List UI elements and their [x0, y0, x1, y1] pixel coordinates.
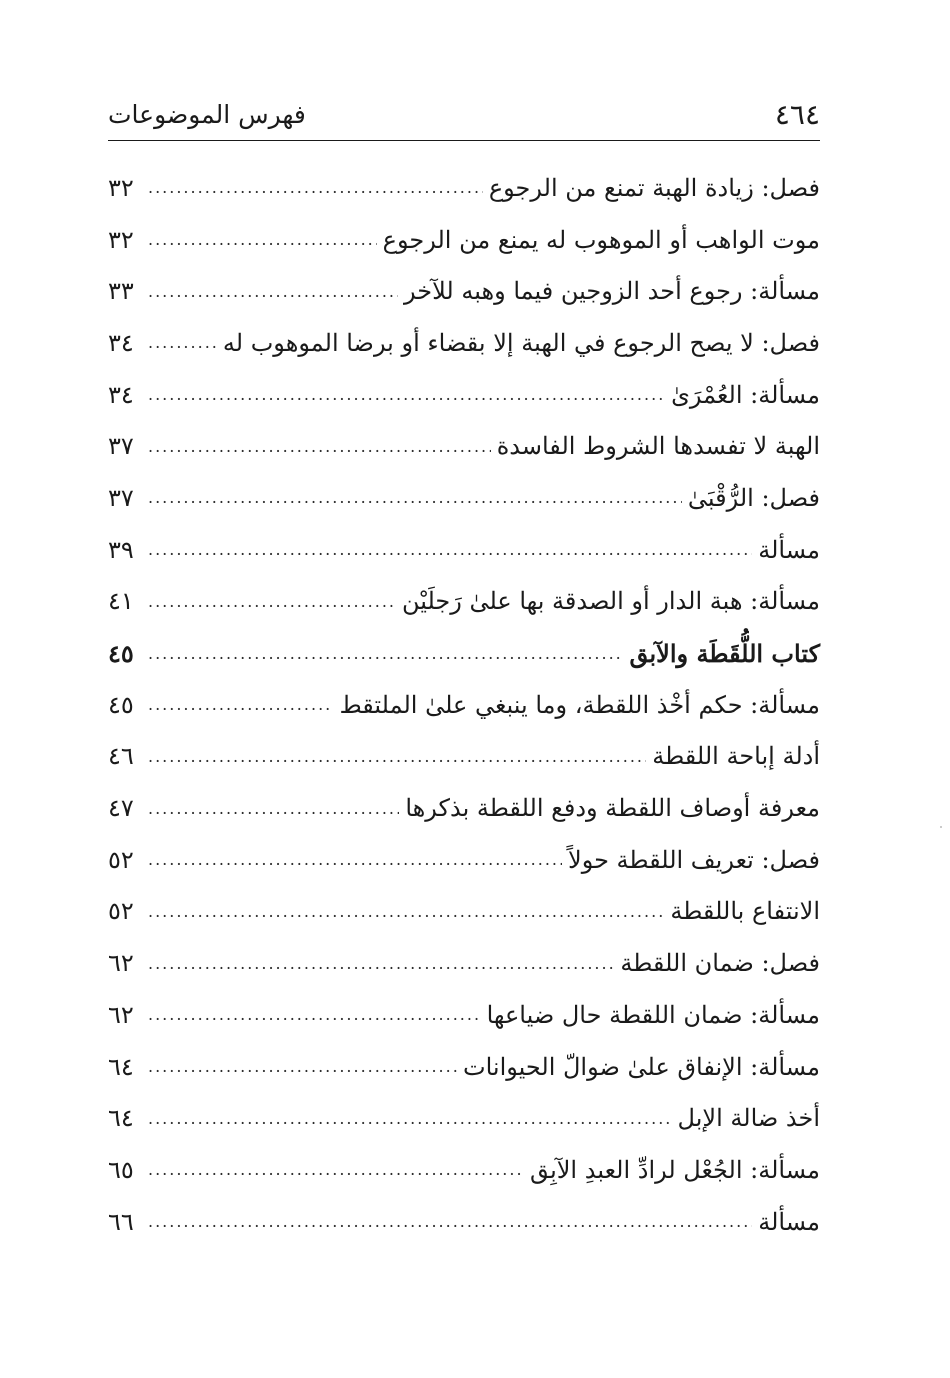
- toc-entry-title: فصل: الرُّقْبَىٰ: [687, 483, 820, 512]
- header-divider: [108, 140, 820, 141]
- toc-entry: [108, 162, 820, 214]
- toc-entry: [108, 214, 820, 266]
- dot-leader: [148, 954, 614, 973]
- table-of-contents: [108, 162, 820, 1247]
- toc-entry: [108, 782, 820, 834]
- toc-entry-title: الهبة لا تفسدها الشروط الفاسدة: [496, 432, 820, 461]
- toc-entry-title: مسألة: الجُعْل لرادِّ العبدِ الآبِق: [530, 1155, 820, 1184]
- dot-leader: [148, 1212, 752, 1231]
- toc-entry-page-number: ٣٤: [108, 328, 134, 357]
- dot-leader: [148, 799, 399, 818]
- toc-entry: [108, 420, 820, 472]
- toc-entry-page-number: ٣٧: [108, 432, 134, 461]
- dot-leader: [148, 1160, 524, 1179]
- dot-leader: [148, 1057, 457, 1076]
- toc-entry: [108, 369, 820, 421]
- dot-leader: [148, 178, 483, 197]
- dot-leader: [148, 902, 664, 921]
- toc-entry-title: فصل: زيادة الهبة تمنع من الرجوع: [488, 173, 820, 202]
- toc-entry-page-number: ٦٤: [108, 1052, 134, 1081]
- toc-entry-page-number: ٦٤: [108, 1104, 134, 1133]
- dot-leader: [148, 1109, 672, 1128]
- dot-leader: [148, 488, 682, 507]
- toc-entry-title: الانتفاع باللقطة: [670, 897, 820, 926]
- toc-entry-title: مسألة: رجوع أحد الزوجين فيما وهبه للآخر: [404, 277, 820, 306]
- page-header: [108, 92, 820, 136]
- toc-entry-page-number: ٣٩: [108, 535, 134, 564]
- toc-entry: [108, 1041, 820, 1093]
- toc-entry-title: مسألة: [758, 535, 820, 564]
- margin-speck: [940, 826, 942, 828]
- dot-leader: [148, 850, 562, 869]
- dot-leader: [148, 333, 217, 352]
- toc-entry: [108, 1196, 820, 1248]
- toc-entry-page-number: ٦٦: [108, 1207, 134, 1236]
- toc-entry-title: مسألة: حكم أخْذ اللقطة، وما ينبغي علىٰ الملتقط: [339, 690, 820, 719]
- toc-entry-page-number: ٤٦: [108, 742, 134, 771]
- toc-entry-title: فصل: ضمان اللقطة: [620, 949, 820, 978]
- toc-entry: [108, 731, 820, 783]
- toc-entry: [108, 1092, 820, 1144]
- toc-entry-page-number: ٣٣: [108, 277, 134, 306]
- toc-entry-page-number: ٥٢: [108, 897, 134, 926]
- toc-entry: [108, 679, 820, 731]
- toc-entry-title: كتاب اللُّقَطَة والآبق: [629, 638, 820, 668]
- dot-leader: [148, 1005, 481, 1024]
- page-number: ٤٦٤: [774, 97, 820, 131]
- toc-entry-page-number: ٤٧: [108, 794, 134, 823]
- toc-entry-page-number: ٣٢: [108, 173, 134, 202]
- toc-entry: [108, 472, 820, 524]
- toc-entry-page-number: ٦٢: [108, 949, 134, 978]
- toc-entry: [108, 886, 820, 938]
- toc-entry-page-number: ٦٢: [108, 1000, 134, 1029]
- toc-entry: [108, 937, 820, 989]
- dot-leader: [148, 747, 646, 766]
- dot-leader: [148, 230, 377, 249]
- toc-entry-page-number: ٣٧: [108, 483, 134, 512]
- dot-leader: [148, 282, 398, 301]
- toc-entry: [108, 834, 820, 886]
- toc-entry-title: أدلة إباحة اللقطة: [652, 742, 820, 771]
- toc-entry-title: مسألة: العُمْرَىٰ: [671, 380, 820, 409]
- toc-entry-page-number: ٣٤: [108, 380, 134, 409]
- toc-entry-page-number: ٦٥: [108, 1155, 134, 1184]
- dot-leader: [148, 695, 333, 714]
- toc-entry-title: أخذ ضالة الإبل: [677, 1104, 820, 1133]
- toc-entry: [108, 265, 820, 317]
- toc-entry-title: مسألة: [758, 1207, 820, 1236]
- dot-leader: [148, 385, 665, 404]
- toc-entry-page-number: ٤١: [108, 587, 134, 616]
- toc-entry: [108, 1144, 820, 1196]
- dot-leader: [148, 437, 491, 456]
- dot-leader: [148, 540, 752, 559]
- toc-entry-title: فصل: تعريف اللقطة حولاً: [568, 845, 820, 874]
- dot-leader: [148, 644, 623, 663]
- toc-entry-page-number: ٤٥: [108, 690, 134, 719]
- toc-entry-title: مسألة: هبة الدار أو الصدقة بها علىٰ رَجلَيْن: [401, 587, 820, 616]
- toc-entry-title: معرفة أوصاف اللقطة ودفع اللقطة بذكرها: [405, 794, 820, 823]
- toc-chapter-heading: [108, 627, 820, 679]
- toc-entry: [108, 317, 820, 369]
- toc-entry: [108, 524, 820, 576]
- toc-entry-page-number: ٥٢: [108, 845, 134, 874]
- toc-entry-page-number: ٤٥: [108, 638, 134, 668]
- toc-entry: [108, 989, 820, 1041]
- dot-leader: [148, 592, 396, 611]
- toc-entry-title: مسألة: ضمان اللقطة حال ضياعها: [486, 1000, 820, 1029]
- toc-entry-title: مسألة: الإنفاق علىٰ ضوالّ الحيوانات: [463, 1052, 820, 1081]
- toc-entry-title: موت الواهب أو الموهوب له يمنع من الرجوع: [382, 225, 820, 254]
- running-title: فهرس الموضوعات: [108, 99, 306, 129]
- toc-entry: [108, 576, 820, 628]
- toc-entry-page-number: ٣٢: [108, 225, 134, 254]
- toc-entry-title: فصل: لا يصح الرجوع في الهبة إلا بقضاء أو برضا الموهوب له: [222, 328, 820, 357]
